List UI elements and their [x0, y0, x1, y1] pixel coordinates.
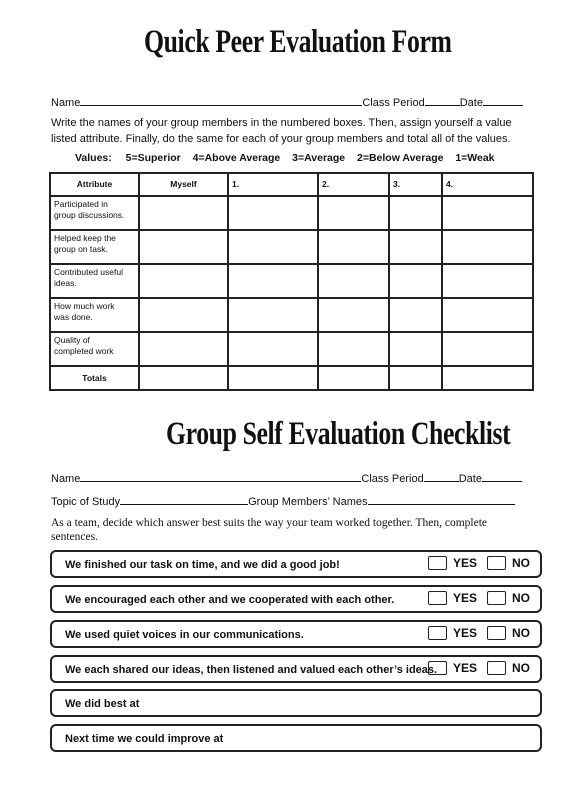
score-cell[interactable] — [139, 230, 228, 264]
score-cell[interactable] — [389, 332, 442, 366]
table-row — [50, 298, 533, 332]
totals-row — [50, 366, 533, 390]
class-period-label: Class Period — [361, 473, 424, 485]
form1-instructions-line-1: Write the names of your group members in the numbered boxes. Then, assign yourself a value — [51, 117, 512, 129]
form1-instructions-line-2: listed attribute. Finally, do the same for each of your group members and total all of the values. — [51, 133, 511, 145]
total-cell[interactable] — [139, 366, 228, 390]
value-superior: 5=Superior — [125, 152, 181, 164]
yes-no-options — [428, 626, 530, 640]
no-checkbox[interactable] — [487, 661, 506, 675]
score-cell[interactable] — [389, 298, 442, 332]
score-cell[interactable] — [139, 298, 228, 332]
group-members-label: Group Members’ Names — [248, 496, 368, 508]
yes-checkbox[interactable] — [428, 591, 447, 605]
no-label: NO — [512, 661, 530, 675]
topic-label: Topic of Study — [51, 496, 121, 508]
yes-label: YES — [452, 556, 477, 570]
group-members-field[interactable] — [368, 494, 515, 505]
checklist-statement: We encouraged each other and we cooperated with each other. — [65, 594, 395, 606]
class-period-label: Class Period — [362, 97, 425, 109]
no-checkbox[interactable] — [487, 626, 506, 640]
values-label: Values: — [75, 152, 112, 164]
date-field[interactable] — [483, 95, 523, 106]
checklist-item — [50, 655, 542, 683]
checklist-statement: We each shared our ideas, then listened and valued each other’s ideas. — [65, 664, 438, 676]
table-row — [50, 264, 533, 298]
attribute-cell: Contributed useful ideas. — [50, 264, 139, 298]
score-cell[interactable] — [318, 196, 389, 230]
total-cell[interactable] — [228, 366, 318, 390]
name-field[interactable] — [80, 95, 362, 106]
header-member-2[interactable]: 2. — [318, 173, 389, 196]
totals-label: Totals — [50, 366, 139, 390]
score-cell[interactable] — [318, 332, 389, 366]
yes-checkbox[interactable] — [428, 626, 447, 640]
score-cell[interactable] — [318, 230, 389, 264]
date-field[interactable] — [482, 471, 522, 482]
header-member-4[interactable]: 4. — [442, 173, 533, 196]
form2-name-line — [51, 471, 522, 485]
yes-label: YES — [452, 591, 477, 605]
date-label: Date — [458, 473, 482, 485]
score-cell[interactable] — [139, 332, 228, 366]
form2-instructions-line-1: As a team, decide which answer best suits the way your team worked together. Then, complete — [51, 517, 488, 529]
form2-title: Group Self Evaluation Checklist — [166, 416, 511, 452]
value-average: 3=Average — [292, 152, 346, 164]
date-label: Date — [459, 97, 483, 109]
table-row — [50, 196, 533, 230]
name-field[interactable] — [80, 471, 361, 482]
yes-checkbox[interactable] — [428, 661, 447, 675]
score-cell[interactable] — [228, 332, 318, 366]
form1-title: Quick Peer Evaluation Form — [144, 24, 452, 60]
checklist-statement: We finished our task on time, and we did a good job! — [65, 559, 340, 571]
yes-no-options — [428, 661, 530, 675]
header-myself: Myself — [139, 173, 228, 196]
header-attribute: Attribute — [50, 173, 139, 196]
yes-no-options — [428, 556, 530, 570]
table-row — [50, 332, 533, 366]
attribute-cell: Helped keep the group on task. — [50, 230, 139, 264]
header-member-3[interactable]: 3. — [389, 173, 442, 196]
score-cell[interactable] — [389, 264, 442, 298]
form2-topic-line — [51, 494, 515, 508]
score-cell[interactable] — [228, 230, 318, 264]
total-cell[interactable] — [442, 366, 533, 390]
checklist-statement: We used quiet voices in our communications. — [65, 629, 304, 641]
total-cell[interactable] — [389, 366, 442, 390]
checklist-item — [50, 585, 542, 613]
score-cell[interactable] — [228, 264, 318, 298]
class-period-field[interactable] — [425, 95, 460, 106]
header-member-1[interactable]: 1. — [228, 173, 318, 196]
prompt-label: We did best at — [65, 698, 140, 710]
score-cell[interactable] — [442, 298, 533, 332]
prompt-box-improve[interactable] — [50, 724, 542, 752]
name-label: Name — [51, 473, 81, 485]
value-above-average: 4=Above Average — [192, 152, 281, 164]
peer-evaluation-table — [49, 172, 534, 391]
form2-instructions-line-2: sentences. — [51, 531, 98, 543]
score-cell[interactable] — [139, 264, 228, 298]
no-label: NO — [512, 626, 530, 640]
attribute-cell: Quality of completed work — [50, 332, 139, 366]
table-row — [50, 230, 533, 264]
score-cell[interactable] — [139, 196, 228, 230]
checklist-item — [50, 550, 542, 578]
score-cell[interactable] — [442, 196, 533, 230]
no-label: NO — [512, 556, 530, 570]
yes-no-options — [428, 591, 530, 605]
score-cell[interactable] — [318, 264, 389, 298]
no-checkbox[interactable] — [487, 591, 506, 605]
yes-label: YES — [452, 661, 477, 675]
yes-label: YES — [452, 626, 477, 640]
no-label: NO — [512, 591, 530, 605]
attribute-cell: Participated in group discussions. — [50, 196, 139, 230]
value-below-average: 2=Below Average — [356, 152, 444, 164]
topic-field[interactable] — [120, 494, 248, 505]
score-cell[interactable] — [318, 298, 389, 332]
score-cell[interactable] — [442, 230, 533, 264]
form1-name-line — [51, 95, 523, 109]
score-cell[interactable] — [389, 196, 442, 230]
score-cell[interactable] — [228, 196, 318, 230]
values-legend — [75, 152, 495, 164]
attribute-cell: How much work was done. — [50, 298, 139, 332]
value-weak: 1=Weak — [455, 152, 495, 164]
checklist-item — [50, 620, 542, 648]
prompt-label: Next time we could improve at — [65, 733, 224, 745]
no-checkbox[interactable] — [487, 556, 506, 570]
class-period-field[interactable] — [424, 471, 459, 482]
score-cell[interactable] — [442, 332, 533, 366]
score-cell[interactable] — [442, 264, 533, 298]
score-cell[interactable] — [228, 298, 318, 332]
total-cell[interactable] — [318, 366, 389, 390]
table-header-row — [50, 173, 533, 196]
prompt-box-did-best[interactable] — [50, 689, 542, 717]
name-label: Name — [51, 97, 81, 109]
yes-checkbox[interactable] — [428, 556, 447, 570]
score-cell[interactable] — [389, 230, 442, 264]
